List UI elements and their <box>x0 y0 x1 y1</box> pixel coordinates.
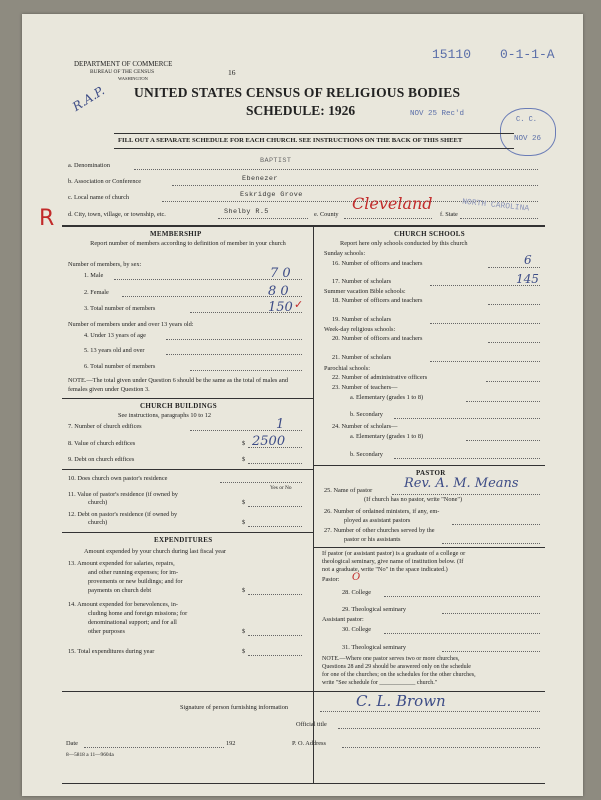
sunday-scholars-label: 17. Number of scholars <box>332 278 392 285</box>
owns-residence-label: 10. Does church own pastor's residence <box>68 475 168 482</box>
sunday-schools-label: Sunday schools: <box>324 250 366 257</box>
male-label: 1. Male <box>84 272 104 279</box>
pastor-name-note: (If church has no pastor, write "None") <box>364 496 463 503</box>
dollar-sign: $ <box>242 456 246 463</box>
classification-code: 0-1-1-A <box>500 47 555 62</box>
teachers-secondary-label: b. Secondary <box>350 411 383 418</box>
summer-officers-label: 18. Number of officers and teachers <box>332 297 423 304</box>
over-13-label: 5. 13 years old and over <box>84 347 145 354</box>
pastor-sub-label: Pastor: <box>322 576 340 583</box>
date-label: Date <box>66 740 78 747</box>
serial-number: 15110 <box>432 47 472 62</box>
edifice-value-label: 8. Value of church edifices <box>68 440 136 447</box>
expense-14-line2: cluding home and foreign missions; for <box>88 610 188 617</box>
local-name-label: c. Local name of church <box>68 194 130 201</box>
edifice-value-value: 2500 <box>252 434 286 449</box>
cc-stamp-date: NOV 26 <box>514 135 542 143</box>
dollar-sign: $ <box>242 519 246 526</box>
yes-no-hint: Yes or No <box>270 485 292 491</box>
buildings-intro: See instructions, paragraphs 10 to 12 <box>118 412 212 419</box>
residence-debt-label: 12. Debt on pastor's residence (if owned by <box>68 511 178 518</box>
graduate-instruction-2: theological seminary, give name of institution below. (If <box>322 558 464 565</box>
dollar-sign: $ <box>242 499 246 506</box>
schedule-title: SCHEDULE: 1926 <box>246 103 356 118</box>
expense-13-line4: payments on church debt <box>88 587 152 594</box>
edifices-value: 1 <box>276 417 285 432</box>
red-check-mark: ✓ <box>294 298 304 311</box>
received-stamp: NOV 25 Rec'd <box>410 110 465 118</box>
female-label: 2. Female <box>84 289 109 296</box>
signature-value: C. L. Brown <box>356 692 446 710</box>
instruction-line: FILL OUT A SEPARATE SCHEDULE FOR EACH CHURCH. SEE INSTRUCTIONS ON THE BACK OF THIS SHEET <box>118 137 463 144</box>
residence-value-label: 11. Value of pastor's residence (if owned by <box>68 491 178 498</box>
scholars-elementary-label: a. Elementary (grades 1 to 8) <box>350 433 424 440</box>
pastor-name-value: Rev. A. M. Means <box>404 476 519 491</box>
dollar-sign: $ <box>242 648 246 655</box>
city-label-d: d. City, town, village, or township, etc. <box>68 211 166 218</box>
signature-label: Signature of person furnishing information <box>180 704 289 711</box>
total-expenditures-label: 15. Total expenditures during year <box>68 648 155 655</box>
scholars-secondary-label: b. Secondary <box>350 451 383 458</box>
admin-officers-label: 22. Number of administrative officers <box>332 374 428 381</box>
assistant-college-label: 30. College <box>342 626 372 633</box>
sunday-scholars-value: 145 <box>516 272 539 286</box>
schools-heading: CHURCH SCHOOLS <box>394 230 465 238</box>
graduate-instruction-3: not a graduate, write "No" in the space indicated.) <box>322 566 448 573</box>
membership-intro: Report number of members according to definition of member in your church <box>90 240 286 247</box>
dollar-sign: $ <box>242 440 246 447</box>
total-6-label: 6. Total number of members <box>84 363 156 370</box>
ordained-ministers-label-cont: ployed as assistant pastors <box>344 517 411 524</box>
census-form-page <box>22 14 583 796</box>
total-members-label: 3. Total number of members <box>84 305 156 312</box>
dollar-sign: $ <box>242 587 246 594</box>
total-members-value: 150 <box>268 300 293 315</box>
pastor-college-label: 28. College <box>342 589 372 596</box>
pastor-seminary-label: 29. Theological seminary <box>342 606 407 613</box>
expense-14-line1: 14. Amount expended for benevolences, in- <box>68 601 178 608</box>
pastor-note-3: for one of the churches; on the schedules for the other churches, <box>322 672 476 678</box>
weekday-officers-label: 20. Number of officers and teachers <box>332 335 423 342</box>
residence-debt-label-cont: church) <box>88 519 108 526</box>
dollar-sign: $ <box>242 628 246 635</box>
denomination-label: a. Denomination <box>68 162 110 169</box>
summer-schools-label: Summer vacation Bible schools: <box>324 288 406 295</box>
teachers-label: 23. Number of teachers— <box>332 384 398 391</box>
pastor-note-4: write "See schedule for ____________ church." <box>322 680 438 686</box>
initials: R.A.P. <box>70 83 107 114</box>
print-code: 8—5818 a 11—9604a <box>66 752 114 758</box>
buildings-heading: CHURCH BUILDINGS <box>140 402 217 410</box>
denomination-value: BAPTIST <box>260 157 292 165</box>
state-label: f. State <box>440 211 458 218</box>
residence-value-label-cont: church) <box>88 499 108 506</box>
form-number: 16 <box>228 68 236 77</box>
expense-14-line3: denominational support; and for all <box>88 619 177 626</box>
male-value: 7 0 <box>270 266 291 281</box>
association-value: Ebenezer <box>242 175 278 183</box>
other-churches-label: 27. Number of other churches served by the <box>324 527 435 534</box>
expenditures-intro: Amount expended by your church during last fiscal year <box>84 548 226 555</box>
department-label: DEPARTMENT OF COMMERCE <box>74 60 173 68</box>
schools-intro: Report here only schools conducted by this church <box>340 240 468 247</box>
state-value: NORTH CAROLINA <box>461 197 530 214</box>
membership-heading: MEMBERSHIP <box>150 230 202 238</box>
ordained-ministers-label: 26. Number of ordained ministers, if any, em- <box>324 508 440 515</box>
scholars-label: 24. Number of scholars— <box>332 423 398 430</box>
cc-stamp-text: C. C. <box>516 116 538 124</box>
po-address-label: P. O. Address <box>292 740 326 747</box>
teachers-elementary-label: a. Elementary (grades 1 to 8) <box>350 394 424 401</box>
by-sex-label: Number of members, by sex: <box>68 261 142 268</box>
membership-note: NOTE.—The total given under Question 6 should be the same as the total of males and females given under Question 3. <box>68 377 288 393</box>
assistant-pastor-label: Assistant pastor: <box>322 616 364 623</box>
age-heading: Number of members under and over 13 years old: <box>68 321 194 328</box>
official-title-label: Official title <box>296 721 327 728</box>
pastor-note-2: Questions 28 and 29 should be answered only on the schedule <box>322 664 471 670</box>
edifice-debt-label: 9. Debt on church edifices <box>68 456 135 463</box>
city-value: Shelby R.5 <box>224 208 269 216</box>
assistant-seminary-label: 31. Theological seminary <box>342 644 407 651</box>
under-13-label: 4. Under 13 years of age <box>84 332 146 339</box>
expense-13-line3: provements or new buildings; and for <box>88 578 183 585</box>
summer-scholars-label: 19. Number of scholars <box>332 316 392 323</box>
edifices-label: 7. Number of church edifices <box>68 423 142 430</box>
association-label: b. Association or Conference <box>68 178 142 185</box>
county-value: Cleveland <box>352 194 433 213</box>
year-label: 192 <box>226 740 236 747</box>
expense-13-line1: 13. Amount expended for salaries, repairs, <box>68 560 175 567</box>
county-label: e. County <box>314 211 339 218</box>
expenditures-heading: EXPENDITURES <box>154 536 213 544</box>
pastor-heading: PASTOR <box>416 469 446 477</box>
weekday-scholars-label: 21. Number of scholars <box>332 354 392 361</box>
city-label: WASHINGTON <box>118 76 148 81</box>
sunday-officers-label: 16. Number of officers and teachers <box>332 260 423 267</box>
form-title: UNITED STATES CENSUS OF RELIGIOUS BODIES <box>134 85 461 100</box>
graduate-instruction-1: If pastor (or assistant pastor) is a graduate of a college or <box>322 550 466 557</box>
other-churches-label-cont: pastor or his assistants <box>344 536 401 543</box>
pastor-graduate-value: O <box>352 572 361 583</box>
sunday-officers-value: 6 <box>524 253 532 267</box>
parochial-schools-label: Parochial schools: <box>324 365 370 372</box>
female-value: 8 0 <box>268 284 289 299</box>
local-name-value: Eskridge Grove <box>240 191 303 199</box>
expense-13-line2: and other running expenses; for im- <box>88 569 179 576</box>
pastor-name-label: 25. Name of pastor <box>324 487 373 494</box>
bureau-label: BUREAU OF THE CENSUS <box>90 69 155 75</box>
pastor-note-1: NOTE.—Where one pastor serves two or more churches, <box>322 656 460 662</box>
red-r-mark: R <box>39 206 55 231</box>
expense-14-line4: other purposes <box>88 628 125 635</box>
weekday-schools-label: Week-day religious schools: <box>324 326 396 333</box>
